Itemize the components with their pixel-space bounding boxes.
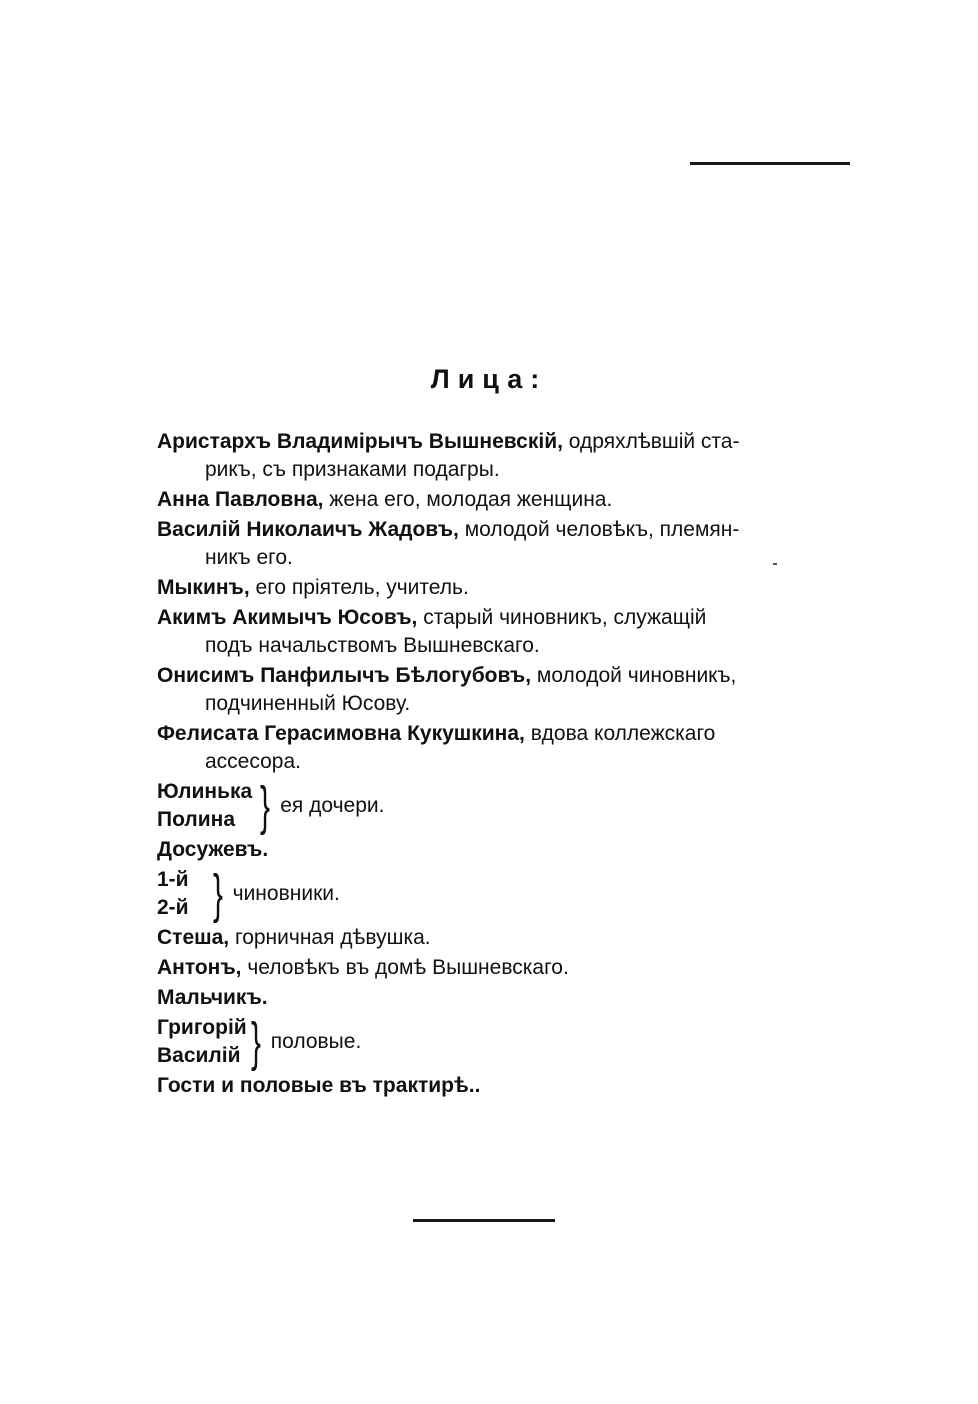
character-name: 1-й [157,868,189,891]
group-label: ея дочери. [280,794,385,817]
list-item [157,574,819,602]
list-item [157,486,819,514]
character-name: Досужевъ. [157,838,269,861]
character-name: Онисимъ Панфилычъ Бѣлогубовъ, [157,664,532,687]
list-item [157,924,819,952]
character-desc: вдова коллежскаго [530,722,716,745]
character-desc-cont: ассесора. [205,750,301,773]
character-desc-cont: подъ начальствомъ Вышневскаго. [205,634,540,657]
character-name: Мыкинъ, [157,576,250,599]
character-name: Юлинька [157,780,253,803]
character-desc: молодой чиновникъ, [536,664,737,687]
list-item [157,604,819,660]
bottom-rule [413,1219,555,1222]
group-label: чиновники. [232,882,340,905]
character-desc-cont: никъ его. [205,546,293,569]
character-desc: молодой человѣкъ, племян- [464,518,740,541]
character-desc: жена его, молодая женщина. [329,488,613,511]
character-desc: его прiятель, учитель. [255,576,469,599]
character-desc-cont: подчиненный Юсову. [205,692,411,715]
list-item [157,516,819,572]
character-name: Стеша, [157,926,230,949]
brace: } [250,1012,261,1072]
group-daughters [157,778,819,834]
page-title: Лица: [430,364,548,394]
character-name: Аристархъ Владимiрычъ Вышневскiй, [157,430,563,453]
character-name: Григорiй [157,1016,247,1039]
character-desc: и половые въ трактирѣ.. [221,1074,481,1097]
character-name: 2-й [157,896,189,919]
character-name: Акимъ Акимычъ Юсовъ, [157,606,418,629]
character-name: Мальчикъ. [157,986,268,1009]
list-item [157,954,819,982]
list-item [157,836,819,864]
list-item [157,984,819,1012]
character-name: Полина [157,808,236,831]
top-rule [690,162,850,165]
list-item [157,428,819,484]
character-desc: человѣкъ въ домѣ Вышневскаго. [247,956,569,979]
character-name: Фелисата Герасимовна Кукушкина, [157,722,525,745]
dramatis-personae [157,428,819,1100]
group-officials [157,866,819,922]
character-name: Василiй [157,1044,241,1067]
character-desc-cont: рикъ, съ признаками подагры. [205,458,500,481]
list-item [157,720,819,776]
list-item [157,662,819,718]
group-label: половые. [270,1030,362,1053]
group-servers [157,1014,819,1070]
list-item [157,1072,819,1100]
character-desc: одряхлѣвшiй ста- [568,430,740,453]
character-name: Василiй Николаичъ Жадовъ, [157,518,459,541]
character-desc: старый чиновникъ, служащiй [423,606,707,629]
speck [773,563,777,565]
character-name: Антонъ, [157,956,242,979]
character-name: Анна Павловна, [157,488,324,511]
brace: } [212,864,223,924]
brace: } [260,776,271,836]
character-name: Гости [157,1074,216,1097]
character-desc: горничная дѣвушка. [235,926,431,949]
